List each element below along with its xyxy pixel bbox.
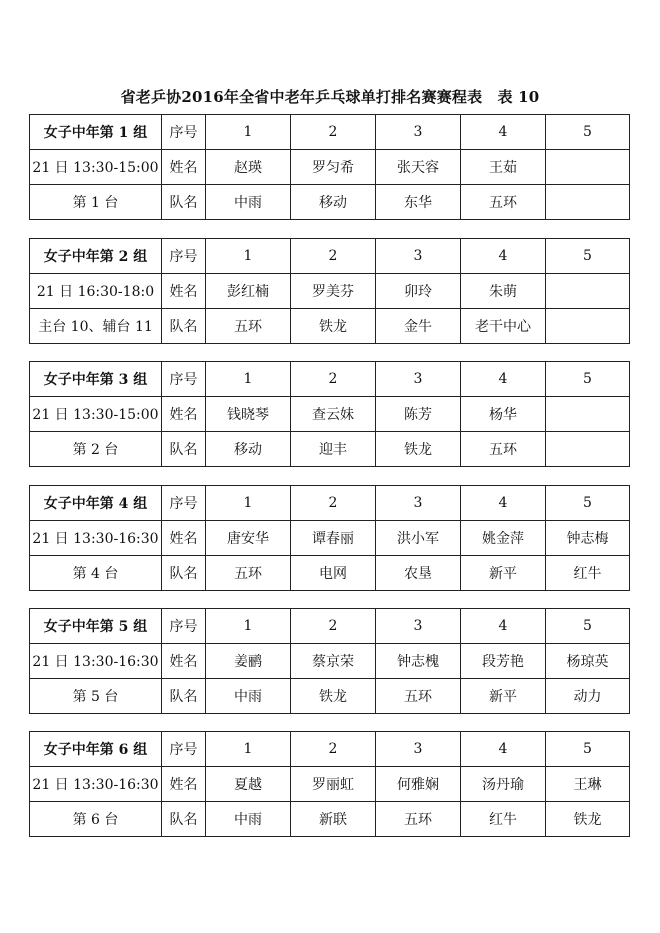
team-name: 红牛 bbox=[546, 556, 630, 591]
table-number: 第 2 台 bbox=[30, 432, 162, 467]
seq-number: 5 bbox=[546, 239, 630, 274]
seq-number: 4 bbox=[461, 732, 546, 767]
name-label: 姓名 bbox=[162, 150, 206, 185]
name-row bbox=[30, 274, 630, 309]
player-name: 查云妹 bbox=[291, 397, 376, 432]
team-name: 五环 bbox=[461, 185, 546, 220]
group-table-3 bbox=[29, 361, 630, 467]
seq-number: 4 bbox=[461, 362, 546, 397]
player-name: 王琳 bbox=[546, 767, 630, 802]
name-row bbox=[30, 150, 630, 185]
player-name: 朱萌 bbox=[461, 274, 546, 309]
name-row bbox=[30, 521, 630, 556]
seq-row bbox=[30, 362, 630, 397]
team-name bbox=[546, 432, 630, 467]
team-name: 五环 bbox=[376, 679, 461, 714]
seq-number: 5 bbox=[546, 732, 630, 767]
seq-number: 2 bbox=[291, 609, 376, 644]
team-name: 五环 bbox=[206, 309, 291, 344]
player-name: 彭红楠 bbox=[206, 274, 291, 309]
team-name: 农垦 bbox=[376, 556, 461, 591]
player-name: 罗美芬 bbox=[291, 274, 376, 309]
seq-label: 序号 bbox=[162, 115, 206, 150]
team-name: 新平 bbox=[461, 556, 546, 591]
team-label: 队名 bbox=[162, 556, 206, 591]
team-name: 移动 bbox=[206, 432, 291, 467]
seq-label: 序号 bbox=[162, 362, 206, 397]
seq-row bbox=[30, 732, 630, 767]
match-time: 21 日 13:30-15:00 bbox=[30, 397, 162, 432]
player-name: 卯玲 bbox=[376, 274, 461, 309]
player-name: 张天容 bbox=[376, 150, 461, 185]
seq-label: 序号 bbox=[162, 609, 206, 644]
seq-number: 1 bbox=[206, 609, 291, 644]
team-row bbox=[30, 432, 630, 467]
seq-number: 2 bbox=[291, 486, 376, 521]
table-number: 第 4 台 bbox=[30, 556, 162, 591]
team-name: 新联 bbox=[291, 802, 376, 837]
group-table-6 bbox=[29, 731, 630, 837]
seq-number: 5 bbox=[546, 486, 630, 521]
name-row bbox=[30, 644, 630, 679]
player-name: 蔡京荣 bbox=[291, 644, 376, 679]
group-table-2 bbox=[29, 238, 630, 344]
team-row bbox=[30, 309, 630, 344]
table-number: 主台 10、辅台 11 bbox=[30, 309, 162, 344]
seq-number: 2 bbox=[291, 362, 376, 397]
match-time: 21 日 13:30-16:30 bbox=[30, 644, 162, 679]
team-name bbox=[546, 309, 630, 344]
seq-row bbox=[30, 115, 630, 150]
seq-number: 2 bbox=[291, 115, 376, 150]
team-name: 铁龙 bbox=[291, 309, 376, 344]
team-name: 红牛 bbox=[461, 802, 546, 837]
table-number: 第 6 台 bbox=[30, 802, 162, 837]
team-name: 电网 bbox=[291, 556, 376, 591]
team-name: 五环 bbox=[206, 556, 291, 591]
seq-label: 序号 bbox=[162, 239, 206, 274]
team-name: 迎丰 bbox=[291, 432, 376, 467]
team-label: 队名 bbox=[162, 679, 206, 714]
player-name: 谭春丽 bbox=[291, 521, 376, 556]
seq-number: 2 bbox=[291, 239, 376, 274]
team-name: 中雨 bbox=[206, 679, 291, 714]
team-name: 移动 bbox=[291, 185, 376, 220]
player-name: 何雅娴 bbox=[376, 767, 461, 802]
team-row bbox=[30, 185, 630, 220]
name-label: 姓名 bbox=[162, 397, 206, 432]
player-name: 段芳艳 bbox=[461, 644, 546, 679]
player-name: 钱晓琴 bbox=[206, 397, 291, 432]
team-name: 动力 bbox=[546, 679, 630, 714]
seq-number: 5 bbox=[546, 362, 630, 397]
player-name: 王茹 bbox=[461, 150, 546, 185]
player-name bbox=[546, 397, 630, 432]
player-name: 姚金萍 bbox=[461, 521, 546, 556]
name-label: 姓名 bbox=[162, 521, 206, 556]
seq-row bbox=[30, 239, 630, 274]
seq-number: 3 bbox=[376, 609, 461, 644]
player-name: 钟志梅 bbox=[546, 521, 630, 556]
match-time: 21 日 16:30-18:0 bbox=[30, 274, 162, 309]
group-table-1 bbox=[29, 114, 630, 220]
player-name: 洪小军 bbox=[376, 521, 461, 556]
player-name bbox=[546, 274, 630, 309]
team-name: 铁龙 bbox=[546, 802, 630, 837]
seq-number: 5 bbox=[546, 115, 630, 150]
seq-number: 1 bbox=[206, 732, 291, 767]
team-name: 铁龙 bbox=[291, 679, 376, 714]
match-time: 21 日 13:30-16:30 bbox=[30, 767, 162, 802]
player-name: 杨琼英 bbox=[546, 644, 630, 679]
match-time: 21 日 13:30-16:30 bbox=[30, 521, 162, 556]
team-name: 五环 bbox=[376, 802, 461, 837]
table-number: 第 5 台 bbox=[30, 679, 162, 714]
name-label: 姓名 bbox=[162, 767, 206, 802]
team-name: 中雨 bbox=[206, 802, 291, 837]
team-name: 新平 bbox=[461, 679, 546, 714]
page-title: 省老乒协2016年全省中老年乒乓球单打排名赛赛程表 表 10 bbox=[120, 88, 540, 106]
group-name: 女子中年第 5 组 bbox=[30, 609, 162, 644]
seq-number: 4 bbox=[461, 239, 546, 274]
team-label: 队名 bbox=[162, 432, 206, 467]
group-name: 女子中年第 3 组 bbox=[30, 362, 162, 397]
group-table-4 bbox=[29, 485, 630, 591]
group-name: 女子中年第 6 组 bbox=[30, 732, 162, 767]
player-name: 罗丽虹 bbox=[291, 767, 376, 802]
team-row bbox=[30, 802, 630, 837]
seq-number: 4 bbox=[461, 115, 546, 150]
name-label: 姓名 bbox=[162, 644, 206, 679]
team-name bbox=[546, 185, 630, 220]
seq-number: 3 bbox=[376, 115, 461, 150]
team-name: 老干中心 bbox=[461, 309, 546, 344]
team-name: 铁龙 bbox=[376, 432, 461, 467]
team-label: 队名 bbox=[162, 185, 206, 220]
group-name: 女子中年第 4 组 bbox=[30, 486, 162, 521]
player-name: 夏越 bbox=[206, 767, 291, 802]
seq-number: 1 bbox=[206, 362, 291, 397]
seq-number: 4 bbox=[461, 609, 546, 644]
team-row bbox=[30, 679, 630, 714]
seq-row bbox=[30, 609, 630, 644]
seq-label: 序号 bbox=[162, 486, 206, 521]
name-label: 姓名 bbox=[162, 274, 206, 309]
seq-number: 4 bbox=[461, 486, 546, 521]
seq-number: 1 bbox=[206, 115, 291, 150]
player-name: 陈芳 bbox=[376, 397, 461, 432]
player-name bbox=[546, 150, 630, 185]
group-table-5 bbox=[29, 608, 630, 714]
team-label: 队名 bbox=[162, 802, 206, 837]
seq-number: 2 bbox=[291, 732, 376, 767]
table-number: 第 1 台 bbox=[30, 185, 162, 220]
seq-label: 序号 bbox=[162, 732, 206, 767]
team-name: 五环 bbox=[461, 432, 546, 467]
team-name: 金牛 bbox=[376, 309, 461, 344]
player-name: 赵瑛 bbox=[206, 150, 291, 185]
match-time: 21 日 13:30-15:00 bbox=[30, 150, 162, 185]
seq-number: 3 bbox=[376, 732, 461, 767]
player-name: 杨华 bbox=[461, 397, 546, 432]
player-name: 姜鹂 bbox=[206, 644, 291, 679]
team-name: 东华 bbox=[376, 185, 461, 220]
player-name: 唐安华 bbox=[206, 521, 291, 556]
player-name: 罗匀希 bbox=[291, 150, 376, 185]
group-name: 女子中年第 1 组 bbox=[30, 115, 162, 150]
name-row bbox=[30, 767, 630, 802]
seq-row bbox=[30, 486, 630, 521]
seq-number: 3 bbox=[376, 362, 461, 397]
player-name: 汤丹瑜 bbox=[461, 767, 546, 802]
seq-number: 3 bbox=[376, 239, 461, 274]
team-row bbox=[30, 556, 630, 591]
team-name: 中雨 bbox=[206, 185, 291, 220]
group-name: 女子中年第 2 组 bbox=[30, 239, 162, 274]
seq-number: 3 bbox=[376, 486, 461, 521]
seq-number: 5 bbox=[546, 609, 630, 644]
seq-number: 1 bbox=[206, 486, 291, 521]
seq-number: 1 bbox=[206, 239, 291, 274]
name-row bbox=[30, 397, 630, 432]
team-label: 队名 bbox=[162, 309, 206, 344]
player-name: 钟志槐 bbox=[376, 644, 461, 679]
